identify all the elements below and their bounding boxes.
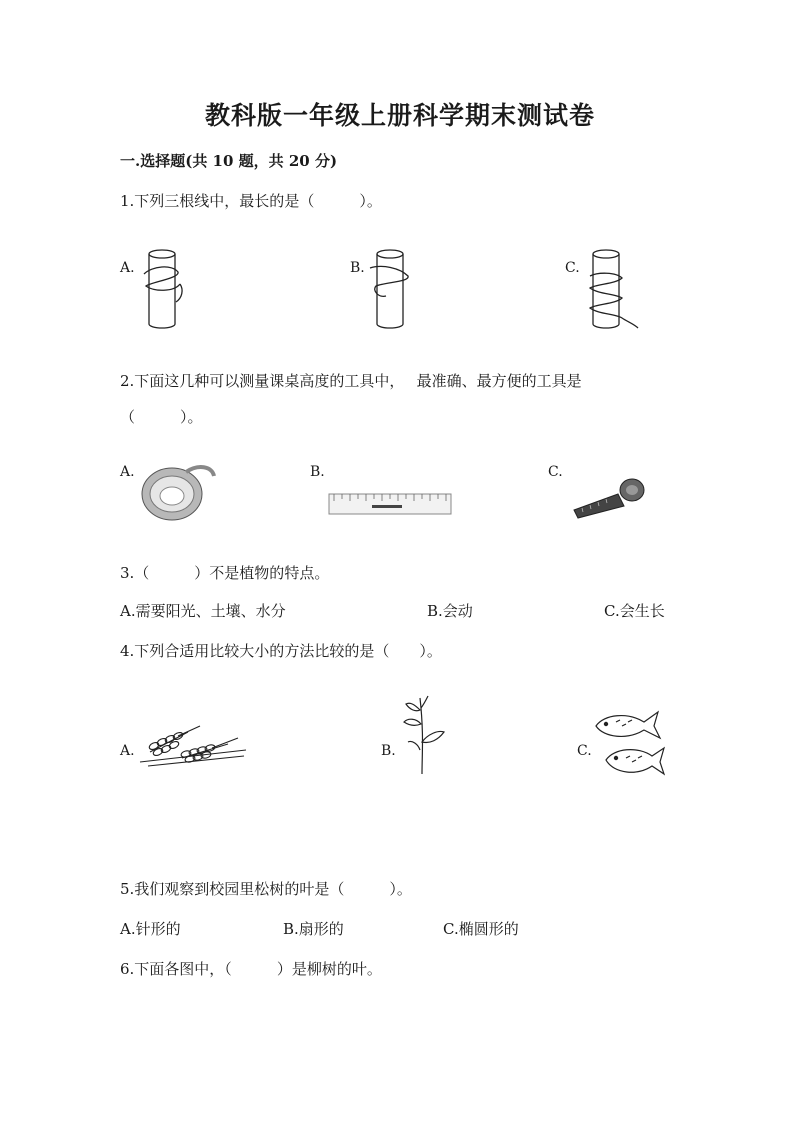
q2-option-b-label: B. <box>310 464 325 480</box>
q5-option-b: B.扇形的 <box>283 920 344 938</box>
question-6-text: 6.下面各图中，（ ）是柳树的叶。 <box>120 960 382 978</box>
two-fish-icon <box>592 706 666 780</box>
q4-option-b-label: B. <box>381 743 396 759</box>
cylinder-4-wraps-icon <box>584 246 644 334</box>
section-heading: 一.选择题(共 10 题，共 20 分) <box>120 152 338 170</box>
question-2-text-line2: （ ）。 <box>120 408 203 426</box>
cylinder-1-wrap-icon <box>368 246 418 334</box>
soft-tape-measure-icon <box>568 474 648 520</box>
ruler-icon <box>328 492 452 516</box>
steel-tape-measure-icon <box>138 458 218 524</box>
q5-option-c: C.椭圆形的 <box>443 920 519 938</box>
q3-option-c: C.会生长 <box>604 602 665 620</box>
q5-option-a: A.针形的 <box>120 920 181 938</box>
q2-option-a-label: A. <box>120 464 135 480</box>
question-4-text: 4.下列合适用比较大小的方法比较的是（ ）。 <box>120 642 442 660</box>
cylinder-2-wraps-icon <box>140 246 190 334</box>
plant-sprout-icon <box>398 694 450 776</box>
wheat-ears-icon <box>138 724 250 770</box>
q3-option-a: A.需要阳光、土壤、水分 <box>120 602 286 620</box>
question-1-text: 1.下列三根线中，最长的是（ ）。 <box>120 192 382 210</box>
q4-option-c-label: C. <box>577 743 592 759</box>
q3-option-b: B.会动 <box>427 602 473 620</box>
page-title: 教科版一年级上册科学期末测试卷 <box>204 101 595 130</box>
q2-option-c-label: C. <box>548 464 563 480</box>
q1-option-c-label: C. <box>565 260 580 276</box>
q4-option-a-label: A. <box>120 743 135 759</box>
q1-option-a-label: A. <box>120 260 135 276</box>
q1-option-b-label: B. <box>350 260 365 276</box>
question-2-text-line1: 2.下面这几种可以测量课桌高度的工具中， 最准确、最方便的工具是 <box>120 372 582 390</box>
question-5-text: 5.我们观察到校园里松树的叶是（ ）。 <box>120 880 412 898</box>
question-3-text: 3.（ ）不是植物的特点。 <box>120 564 330 582</box>
